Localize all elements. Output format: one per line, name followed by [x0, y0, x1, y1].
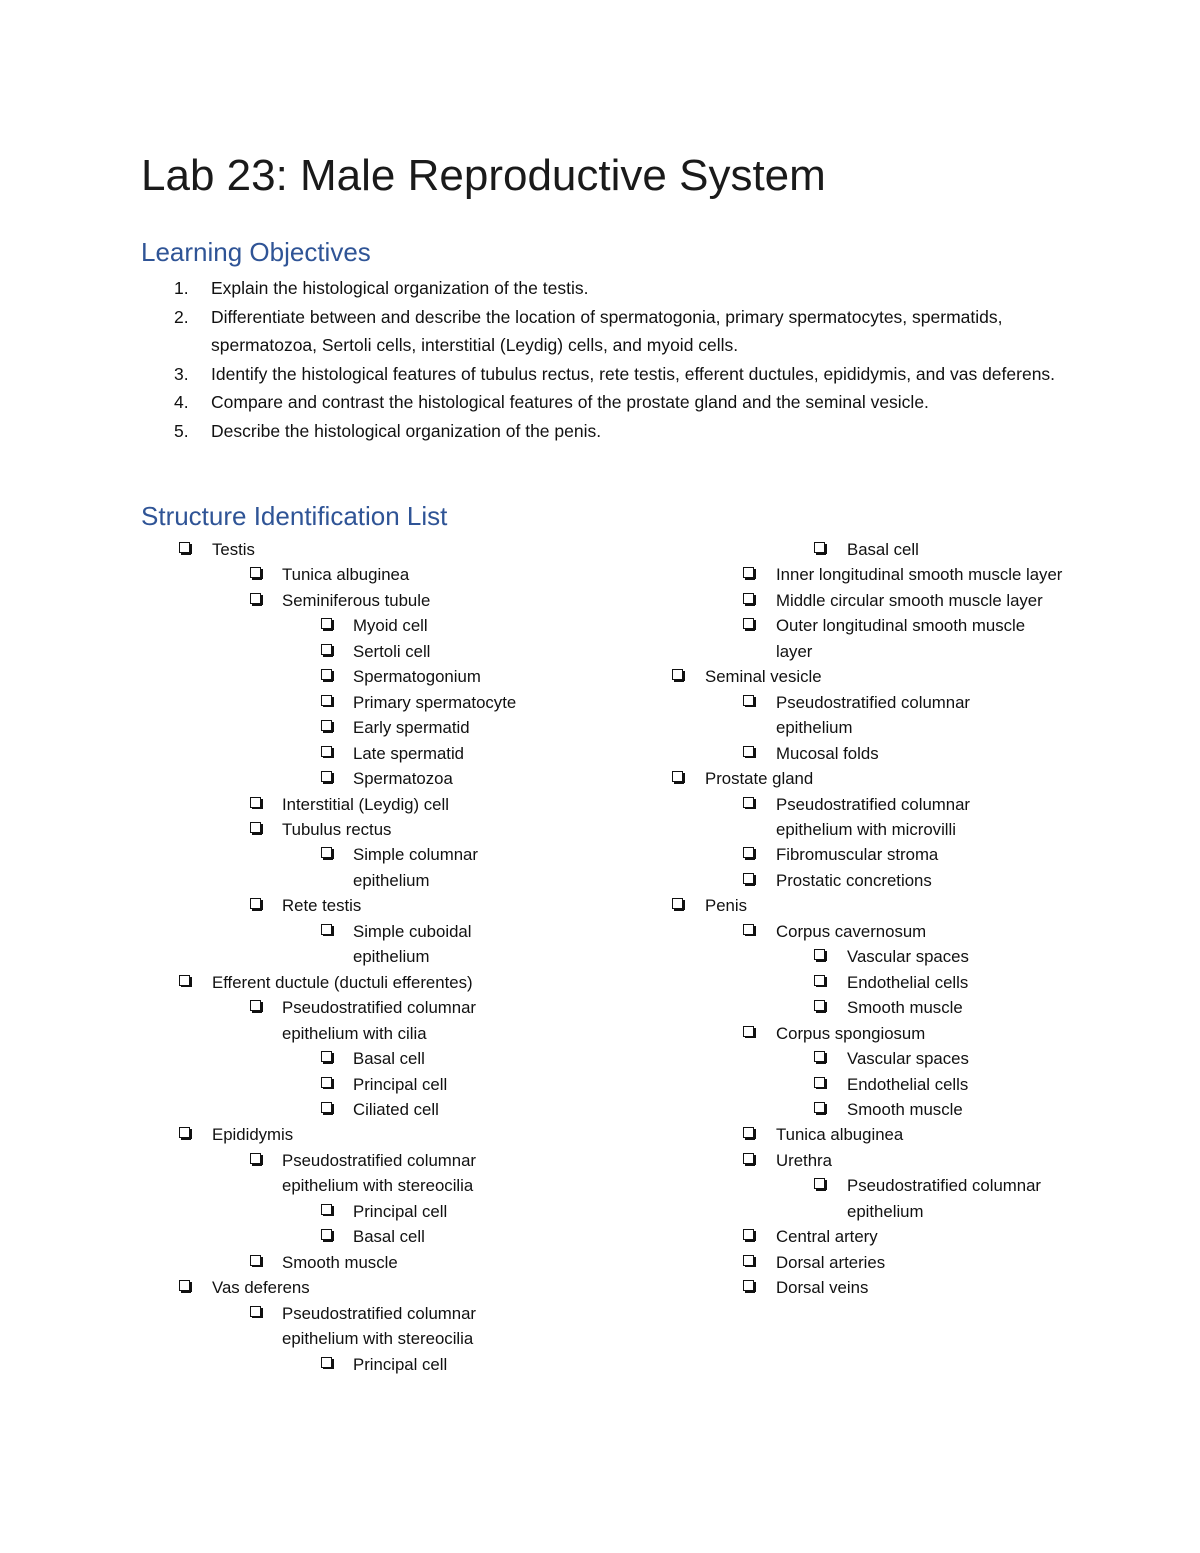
structure-item: [141, 1122, 591, 1147]
structure-label: Principal cell: [353, 1201, 448, 1221]
checkbox-icon[interactable]: [743, 695, 754, 706]
structure-label: Primary spermatocyte: [353, 692, 517, 712]
structure-item: [141, 1199, 591, 1224]
structure-label: Rete testis: [282, 896, 362, 916]
structure-item: [141, 970, 591, 995]
structure-item: [141, 1148, 591, 1199]
checkbox-icon[interactable]: [743, 567, 754, 578]
learning-objectives-list: [141, 274, 1081, 446]
checkbox-icon[interactable]: [321, 847, 332, 858]
structure-item: [672, 613, 1122, 664]
structure-label: Tubulus rectus: [282, 819, 392, 839]
structure-item: [141, 715, 591, 740]
structure-item: [672, 690, 1122, 741]
structure-label: Ciliated cell: [353, 1099, 439, 1119]
structure-label: Outer longitudinal smooth muscle layer: [776, 616, 1026, 661]
checkbox-icon[interactable]: [321, 720, 332, 731]
structure-label: Central artery: [776, 1227, 878, 1247]
structure-label: Principal cell: [353, 1074, 448, 1094]
structure-item: [672, 562, 1122, 587]
structure-item: [141, 690, 591, 715]
checkbox-icon[interactable]: [321, 1051, 332, 1062]
structure-label: Vascular spaces: [847, 947, 969, 967]
checkbox-icon[interactable]: [743, 1026, 754, 1037]
checkbox-icon[interactable]: [743, 1255, 754, 1266]
structure-item: [672, 1250, 1122, 1275]
structure-label: Basal cell: [353, 1227, 425, 1247]
checkbox-icon[interactable]: [321, 1204, 332, 1215]
structure-item: [141, 893, 591, 918]
checkbox-icon[interactable]: [743, 1229, 754, 1240]
checkbox-icon[interactable]: [321, 669, 332, 680]
checkbox-icon[interactable]: [743, 1153, 754, 1164]
objective-number: 4.: [174, 392, 189, 413]
structure-label: Vascular spaces: [847, 1049, 969, 1069]
structure-item: [141, 639, 591, 664]
structure-item: [672, 741, 1122, 766]
structure-item: [141, 766, 591, 791]
objective-number: 5.: [174, 420, 189, 441]
structure-label: Vas deferens: [212, 1278, 310, 1298]
checkbox-icon[interactable]: [321, 618, 332, 629]
structure-item: [141, 842, 591, 893]
structure-item: [141, 792, 591, 817]
structure-item: [672, 919, 1122, 944]
structure-item: [141, 537, 591, 562]
checkbox-icon[interactable]: [321, 1357, 332, 1368]
checkbox-icon[interactable]: [250, 1000, 261, 1011]
structure-label: Prostatic concretions: [776, 870, 932, 890]
checkbox-icon[interactable]: [743, 593, 754, 604]
checkbox-icon[interactable]: [321, 924, 332, 935]
structure-item: [141, 741, 591, 766]
structure-label: Corpus cavernosum: [776, 921, 927, 941]
structure-item: [672, 1148, 1122, 1173]
checkbox-icon[interactable]: [814, 1077, 825, 1088]
structure-label: Pseudostratified columnar epithelium: [776, 692, 971, 738]
structure-item: [141, 1224, 591, 1249]
structure-item: [141, 1250, 591, 1275]
structure-label: Early spermatid: [353, 718, 470, 738]
structure-label: Simple columnar epithelium: [353, 845, 478, 890]
structure-item: [141, 1097, 591, 1122]
structure-label: Late spermatid: [353, 743, 465, 763]
structure-item: [672, 1046, 1122, 1071]
structure-label: Principal cell: [353, 1354, 448, 1374]
structure-item: [672, 537, 1122, 562]
structure-label: Spermatozoa: [353, 769, 453, 789]
structure-item: [672, 1097, 1122, 1122]
structure-label: Urethra: [776, 1150, 832, 1170]
structure-label: Corpus spongiosum: [776, 1023, 926, 1043]
checkbox-icon[interactable]: [743, 873, 754, 884]
objective-item: [141, 360, 1081, 389]
structure-item: [141, 1352, 591, 1377]
structure-label: Epididymis: [212, 1125, 294, 1145]
checkbox-icon[interactable]: [179, 542, 190, 553]
objective-text: Differentiate between and describe the location of spermatogonia, primary spermatocytes, spermatids, spermatozoa, Sertoli cells, interstitial (Leydig) cells, and myoid cells.: [211, 306, 1003, 356]
structure-item: [672, 893, 1122, 918]
structure-label: Prostate gland: [705, 769, 814, 789]
checkbox-icon[interactable]: [743, 1280, 754, 1291]
structure-item: [672, 868, 1122, 893]
structure-label: Inner longitudinal smooth muscle layer: [776, 565, 1063, 585]
checkbox-icon[interactable]: [672, 669, 683, 680]
structure-label: Mucosal folds: [776, 743, 879, 763]
structure-list-heading: Structure Identification List: [141, 501, 448, 531]
structure-item: [672, 664, 1122, 689]
checkbox-icon[interactable]: [179, 1127, 190, 1138]
objective-text: Compare and contrast the histological features of the prostate gland and the seminal vesicle.: [211, 392, 929, 413]
structure-item: [141, 919, 591, 970]
structure-item: [141, 562, 591, 587]
structure-item: [672, 1021, 1122, 1046]
checkbox-icon[interactable]: [321, 1229, 332, 1240]
structure-label: Testis: [212, 540, 255, 559]
checkbox-icon[interactable]: [321, 644, 332, 655]
checkbox-icon[interactable]: [814, 949, 825, 960]
checkbox-icon[interactable]: [250, 593, 261, 604]
structure-label: Seminiferous tubule: [282, 590, 431, 610]
checkbox-icon[interactable]: [321, 1077, 332, 1088]
checkbox-icon[interactable]: [672, 771, 683, 782]
structure-label: Efferent ductule (ductuli efferentes): [212, 972, 473, 992]
structure-label: Pseudostratified columnar epithelium: [847, 1176, 1042, 1221]
checkbox-icon[interactable]: [743, 746, 754, 757]
structure-item: [141, 664, 591, 689]
structure-item: [672, 1224, 1122, 1249]
checkbox-icon[interactable]: [250, 1153, 261, 1164]
structure-label: Smooth muscle: [847, 1099, 963, 1119]
checkbox-icon[interactable]: [743, 797, 754, 808]
structure-label: Fibromuscular stroma: [776, 845, 939, 865]
structure-label: Dorsal arteries: [776, 1252, 886, 1272]
checkbox-icon[interactable]: [743, 1127, 754, 1138]
structure-label: Pseudostratified columnar epithelium with stereocilia: [282, 1303, 477, 1349]
structure-item: [141, 588, 591, 613]
structure-label: Smooth muscle: [282, 1252, 398, 1272]
structure-label: Penis: [705, 896, 747, 916]
structure-item: [141, 1072, 591, 1097]
structure-label: Pseudostratified columnar epithelium with stereocilia: [282, 1150, 477, 1196]
objective-text: Describe the histological organization of the penis.: [211, 420, 602, 441]
checkbox-icon[interactable]: [814, 975, 825, 986]
structure-item: [672, 1275, 1122, 1300]
checkbox-icon[interactable]: [672, 898, 683, 909]
structure-item: [141, 1046, 591, 1071]
checkbox-icon[interactable]: [814, 1178, 825, 1189]
structure-label: Sertoli cell: [353, 641, 431, 661]
structure-item: [141, 1275, 591, 1300]
page-title: Lab 23: Male Reproductive System: [141, 151, 826, 200]
structure-label: Pseudostratified columnar epithelium with microvilli: [776, 794, 971, 839]
checkbox-icon[interactable]: [250, 822, 261, 833]
structure-item: [141, 995, 591, 1046]
objective-item: [141, 417, 1081, 446]
checkbox-icon[interactable]: [179, 1280, 190, 1291]
structure-item: [672, 588, 1122, 613]
checkbox-icon[interactable]: [743, 847, 754, 858]
checkbox-icon[interactable]: [321, 771, 332, 782]
checkbox-icon[interactable]: [250, 1255, 261, 1266]
structure-label: Basal cell: [847, 540, 919, 559]
structure-label: Dorsal veins: [776, 1278, 869, 1298]
checkbox-icon[interactable]: [250, 797, 261, 808]
checkbox-icon[interactable]: [321, 695, 332, 706]
structure-label: Middle circular smooth muscle layer: [776, 590, 1043, 610]
checkbox-icon[interactable]: [743, 924, 754, 935]
checkbox-icon[interactable]: [179, 975, 190, 986]
structure-item: [672, 970, 1122, 995]
structure-item: [672, 1072, 1122, 1097]
structure-label: Endothelial cells: [847, 1074, 969, 1094]
checkbox-icon[interactable]: [321, 1102, 332, 1113]
structure-label: Myoid cell: [353, 616, 428, 636]
learning-objectives-heading: Learning Objectives: [141, 237, 371, 267]
objective-text: Explain the histological organization of the testis.: [211, 278, 589, 298]
structure-label: Interstitial (Leydig) cell: [282, 794, 449, 814]
structure-item: [672, 1122, 1122, 1147]
objective-item: [141, 388, 1081, 417]
checkbox-icon[interactable]: [250, 1306, 261, 1317]
objective-text: Identify the histological features of tubulus rectus, rete testis, efferent ductules, epididymis, and vas deferens.: [211, 363, 1056, 384]
structure-label: Seminal vesicle: [705, 667, 822, 687]
checkbox-icon[interactable]: [250, 567, 261, 578]
structure-label: Smooth muscle: [847, 998, 963, 1018]
checkbox-icon[interactable]: [814, 542, 825, 553]
structure-item: [672, 1173, 1122, 1224]
checkbox-icon[interactable]: [814, 1000, 825, 1011]
objective-number: 2.: [174, 306, 189, 327]
checkbox-icon[interactable]: [814, 1051, 825, 1062]
structure-label: Tunica albuginea: [776, 1125, 904, 1145]
structure-label: Endothelial cells: [847, 972, 969, 992]
structure-item: [672, 792, 1122, 843]
structure-item: [672, 995, 1122, 1020]
structure-label: Pseudostratified columnar epithelium with cilia: [282, 998, 477, 1043]
structure-label: Basal cell: [353, 1049, 425, 1069]
checkbox-icon[interactable]: [814, 1102, 825, 1113]
structure-list-right-column: [672, 537, 1122, 1301]
objective-item: [141, 274, 1081, 303]
objective-number: 3.: [174, 363, 189, 384]
checkbox-icon[interactable]: [321, 746, 332, 757]
structure-item: [672, 766, 1122, 791]
structure-item: [141, 817, 591, 842]
objective-item: [141, 303, 1081, 360]
structure-label: Tunica albuginea: [282, 565, 410, 585]
structure-item: [141, 613, 591, 638]
objective-number: 1.: [174, 278, 189, 298]
checkbox-icon[interactable]: [250, 898, 261, 909]
structure-item: [672, 842, 1122, 867]
structure-label: Simple cuboidal epithelium: [353, 921, 472, 967]
structure-item: [672, 944, 1122, 969]
checkbox-icon[interactable]: [743, 618, 754, 629]
structure-label: Spermatogonium: [353, 667, 481, 687]
structure-list-left-column: [141, 537, 591, 1377]
structure-item: [141, 1301, 591, 1352]
